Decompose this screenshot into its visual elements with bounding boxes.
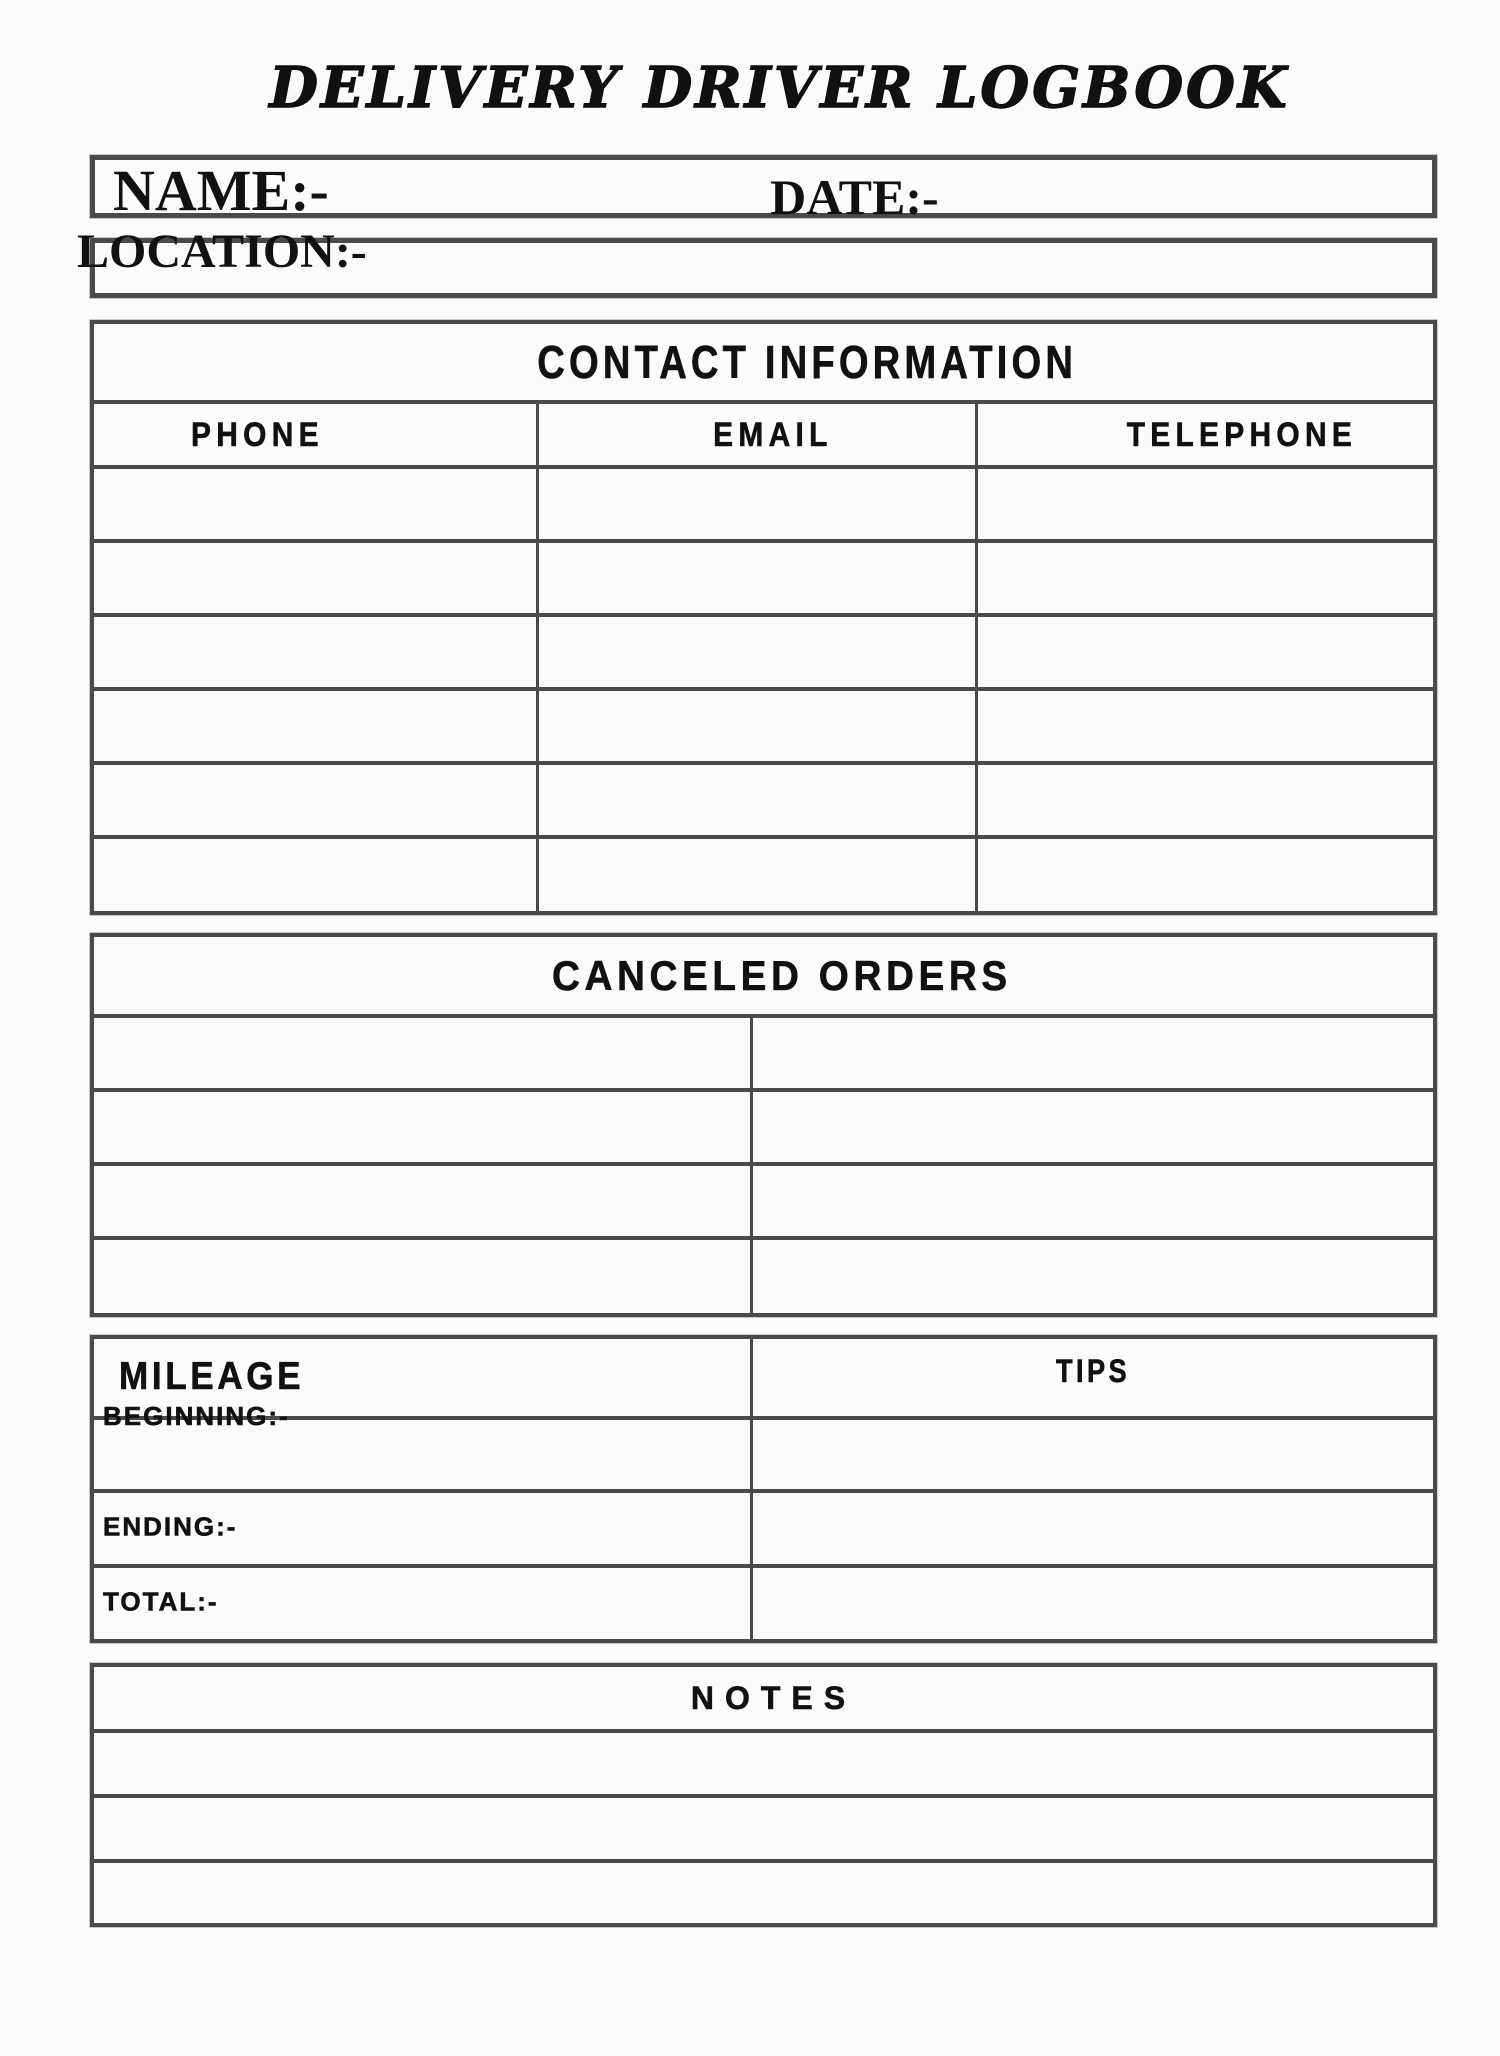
phone-column-header: PHONE — [191, 415, 325, 454]
contact-information-section — [90, 320, 1437, 915]
empty-cell — [536, 543, 975, 613]
mileage-tips-grid — [94, 1339, 1433, 1639]
canceled-orders-title: CANCELED ORDERS — [551, 951, 1012, 999]
empty-cell — [975, 469, 1433, 539]
empty-row — [94, 839, 1433, 911]
empty-cell — [94, 543, 536, 613]
contact-information-title: CONTACT INFORMATION — [537, 336, 1078, 388]
name-label: NAME:- — [113, 158, 329, 223]
empty-cell — [94, 469, 536, 539]
notes-title-row — [94, 1667, 1433, 1733]
tips-header-cell — [750, 1339, 1433, 1420]
empty-row — [94, 765, 1433, 839]
empty-row — [94, 1166, 1433, 1240]
email-column-header-cell — [536, 404, 975, 465]
empty-cell — [975, 765, 1433, 835]
phone-column-header-cell — [94, 404, 536, 465]
location-box — [77, 225, 1437, 298]
empty-cell — [94, 1863, 1433, 1923]
empty-cell — [750, 1092, 1433, 1162]
mileage-ending-label: ENDING:- — [103, 1510, 238, 1541]
tips-title: TIPS — [1056, 1353, 1131, 1389]
empty-row — [94, 1018, 1433, 1092]
mileage-tips-section — [90, 1335, 1437, 1643]
page-title: DELIVERY DRIVER LOGBOOK — [269, 55, 1290, 121]
tips-cell — [750, 1493, 1433, 1568]
contact-rows — [94, 469, 1433, 911]
empty-row — [94, 1798, 1433, 1863]
notes-rows — [94, 1733, 1433, 1923]
empty-cell — [536, 765, 975, 835]
empty-cell — [94, 765, 536, 835]
mileage-total-cell — [94, 1568, 750, 1639]
tips-cell — [750, 1420, 1433, 1493]
notes-section — [90, 1663, 1437, 1927]
empty-cell — [94, 839, 536, 911]
empty-cell — [94, 1798, 1433, 1859]
contact-column-header-row — [94, 404, 1433, 469]
name-date-box — [90, 155, 1437, 225]
empty-row — [94, 469, 1433, 543]
notes-title: NOTES — [690, 1680, 857, 1716]
logbook-page — [0, 56, 1500, 2056]
empty-cell — [975, 691, 1433, 761]
empty-cell — [975, 617, 1433, 687]
contact-information-title-row — [94, 324, 1433, 404]
empty-cell — [94, 617, 536, 687]
empty-cell — [536, 691, 975, 761]
date-label: DATE:- — [770, 169, 939, 225]
mileage-title: MILEAGE — [119, 1355, 305, 1398]
mileage-header-cell — [94, 1339, 750, 1431]
mileage-beginning-label: BEGINNING:- — [103, 1401, 290, 1431]
canceled-orders-rows — [94, 1018, 1433, 1313]
empty-cell — [975, 543, 1433, 613]
canceled-orders-title-row — [94, 937, 1433, 1018]
empty-cell — [94, 1733, 1433, 1794]
empty-cell — [94, 1166, 750, 1236]
empty-cell — [975, 839, 1433, 911]
email-column-header: EMAIL — [713, 415, 833, 454]
mileage-total-label: TOTAL:- — [103, 1585, 219, 1616]
empty-cell — [94, 1092, 750, 1162]
empty-row — [94, 1240, 1433, 1313]
empty-row — [94, 1733, 1433, 1798]
empty-cell — [536, 469, 975, 539]
empty-cell — [94, 691, 536, 761]
empty-cell — [94, 1240, 750, 1313]
canceled-orders-section — [90, 933, 1437, 1317]
empty-cell — [750, 1240, 1433, 1313]
empty-cell — [750, 1166, 1433, 1236]
empty-row — [94, 617, 1433, 691]
empty-cell — [536, 617, 975, 687]
mileage-ending-cell — [94, 1493, 750, 1568]
empty-cell — [94, 1018, 750, 1088]
tips-cell — [750, 1568, 1433, 1639]
telephone-column-header: TELEPHONE — [1126, 415, 1357, 454]
empty-row — [94, 1863, 1433, 1923]
empty-row — [94, 543, 1433, 617]
page-content — [77, 55, 1437, 1927]
empty-row — [94, 1092, 1433, 1166]
empty-cell — [536, 839, 975, 911]
empty-cell — [750, 1018, 1433, 1088]
location-label: LOCATION:- — [77, 225, 367, 278]
telephone-column-header-cell — [975, 404, 1433, 465]
empty-row — [94, 691, 1433, 765]
